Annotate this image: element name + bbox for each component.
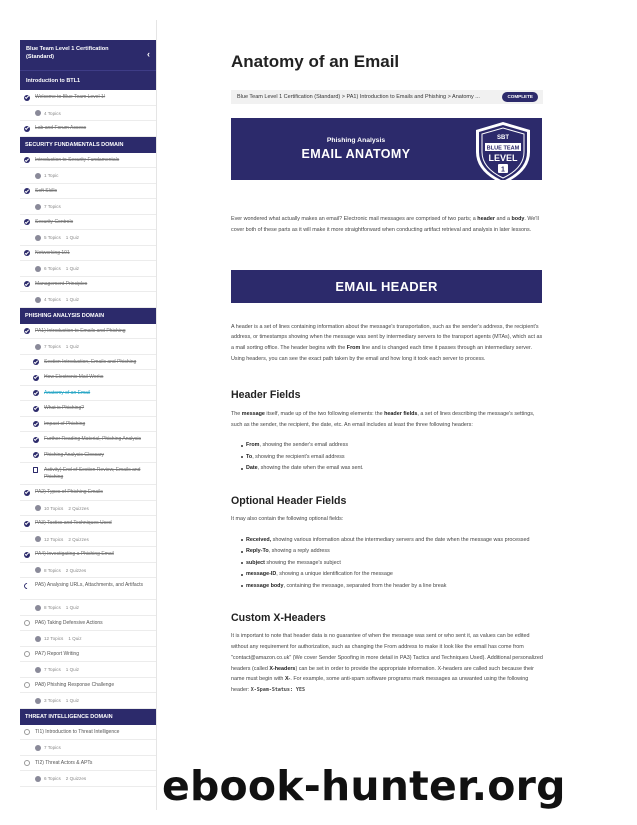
lesson-meta: 10 Topics 2 Quizzes	[20, 501, 156, 517]
incomplete-icon	[24, 620, 30, 626]
lesson-pa3[interactable]: PA3) Tactics and Techniques Used	[20, 516, 156, 532]
heading-header-fields: Header Fields	[231, 388, 301, 401]
check-icon	[33, 390, 39, 396]
sidebar-divider	[156, 20, 157, 810]
shield-num-text: 1	[501, 166, 505, 174]
check-icon	[24, 219, 30, 225]
in-progress-icon	[23, 581, 31, 589]
lesson-pa8[interactable]: PA8) Phishing Response Challenge	[20, 678, 156, 694]
topics-icon	[35, 776, 41, 782]
topic-impact-of-phishing[interactable]: Impact of Phishing	[20, 417, 156, 433]
topic-section-review[interactable]: Activity) End of Section Review, Emails and Phishing	[20, 463, 156, 485]
list-item: message body, containing the message, separated from the header by a line break	[246, 581, 543, 593]
lesson-networking[interactable]: Networking 101	[20, 246, 156, 262]
topics-icon	[35, 567, 41, 573]
check-icon	[24, 126, 30, 132]
shield-top-text: SBT	[497, 135, 509, 141]
lesson-management[interactable]: Management Principles	[20, 277, 156, 293]
topics-icon	[35, 636, 41, 642]
lesson-meta: 7 Topics 1 Quiz	[20, 662, 156, 678]
topic-glossary[interactable]: Phishing Analysis Glossary	[20, 448, 156, 464]
check-icon	[24, 521, 30, 527]
course-sidebar	[20, 40, 156, 810]
topics-icon	[35, 536, 41, 542]
check-icon	[33, 406, 39, 412]
heading-custom-x-headers: Custom X-Headers	[231, 612, 326, 625]
check-icon	[24, 250, 30, 256]
shield-mid-text: BLUE TEAM	[486, 145, 520, 152]
check-icon	[24, 490, 30, 496]
lesson-meta: 1 Topic	[20, 168, 156, 184]
topics-icon	[35, 605, 41, 611]
banner-subtitle: Phishing Analysis	[326, 137, 386, 144]
topics-icon	[35, 505, 41, 511]
lesson-pa7[interactable]: PA7) Report Writing	[20, 647, 156, 663]
incomplete-icon	[24, 729, 30, 735]
lesson-welcome[interactable]: Welcome to Blue Team Level 1!	[20, 90, 156, 106]
course-header[interactable]	[20, 40, 156, 70]
topics-icon	[35, 344, 41, 350]
heading-optional-fields: Optional Header Fields	[231, 494, 347, 507]
lesson-meta: 4 Topics	[20, 106, 156, 122]
course-title: Blue Team Level 1 Certification (Standard)	[26, 46, 109, 60]
domain-security-fundamentals[interactable]: SECURITY FUNDAMENTALS DOMAIN	[20, 137, 156, 153]
lesson-security-controls[interactable]: Security Controls	[20, 215, 156, 231]
topics-icon	[35, 667, 41, 673]
lesson-meta: 8 Topics 1 Quiz	[20, 600, 156, 616]
optional-fields-list	[231, 535, 543, 593]
list-item: Received, showing various information about the intermediary servers and the date when the message was processed	[246, 535, 543, 547]
lesson-meta: 12 Topics 1 Quiz	[20, 631, 156, 647]
lesson-meta: 5 Topics 1 Quiz	[20, 230, 156, 246]
check-icon	[33, 452, 39, 458]
topics-icon	[35, 235, 41, 241]
lesson-meta: 8 Topics 2 Quizzes	[20, 563, 156, 579]
topics-icon	[35, 110, 41, 116]
check-icon	[24, 328, 30, 334]
lesson-pa2[interactable]: PA2) Types of Phishing Emails	[20, 485, 156, 501]
btl1-shield-logo	[472, 120, 534, 180]
page-title: Anatomy of an Email	[231, 52, 400, 71]
email-header-banner: EMAIL HEADER	[231, 270, 542, 303]
lesson-pa1[interactable]: PA1) Introduction to Emails and Phishing	[20, 324, 156, 340]
lesson-pa6[interactable]: PA6) Taking Defensive Actions	[20, 616, 156, 632]
list-item: subject showing the message's subject	[246, 558, 543, 570]
email-anatomy-banner	[231, 118, 542, 180]
lesson-pa5[interactable]: PA5) Analysing URLs, Attachments, and Artifacts	[20, 578, 156, 600]
incomplete-icon	[24, 651, 30, 657]
list-item: From, showing the sender's email address	[246, 440, 543, 452]
topic-further-reading[interactable]: Further Reading Material, Phishing Analysis	[20, 432, 156, 448]
lesson-ti2[interactable]: TI2) Threat Actors & APTs	[20, 756, 156, 772]
lesson-lab-access[interactable]: Lab and Forum Access	[20, 121, 156, 137]
lesson-content	[231, 52, 543, 696]
document-icon	[33, 467, 38, 473]
watermark-text: ebook-hunter.org	[162, 762, 566, 810]
topics-icon	[35, 297, 41, 303]
topics-icon	[35, 698, 41, 704]
lesson-meta: 6 Topics 2 Quizzes	[20, 771, 156, 787]
domain-threat-intelligence[interactable]: THREAT INTELLIGENCE DOMAIN	[20, 709, 156, 725]
required-fields-list	[231, 440, 543, 475]
lesson-ti1[interactable]: TI1) Introduction to Threat Intelligence	[20, 725, 156, 741]
lesson-sec-intro[interactable]: Introduction to Security Fundamentals	[20, 153, 156, 169]
incomplete-icon	[24, 760, 30, 766]
breadcrumb	[231, 90, 543, 104]
check-icon	[24, 281, 30, 287]
incomplete-icon	[24, 682, 30, 688]
topic-what-is-phishing[interactable]: What is Phishing?	[20, 401, 156, 417]
lesson-meta: 3 Topics 1 Quiz	[20, 693, 156, 709]
breadcrumb-text[interactable]: Blue Team Level 1 Certification (Standard) > PA1) Introduction to Emails and Phishing > Anatomy ...	[237, 94, 480, 100]
list-item: message-ID, showing a unique identification for the message	[246, 569, 543, 581]
section-heading-intro[interactable]: Introduction to BTL1	[20, 70, 156, 90]
check-icon	[24, 95, 30, 101]
check-icon	[33, 359, 39, 365]
check-icon	[24, 552, 30, 558]
check-icon	[33, 437, 39, 443]
lesson-meta: 6 Topics 1 Quiz	[20, 261, 156, 277]
check-icon	[33, 375, 39, 381]
optional-paragraph: It may also contain the following optional fields:	[231, 515, 344, 522]
lesson-soft-skills[interactable]: Soft Skills	[20, 184, 156, 200]
status-badge: COMPLETE	[502, 92, 538, 102]
lesson-meta: 7 Topics 1 Quiz	[20, 339, 156, 355]
banner-title: EMAIL ANATOMY	[301, 147, 411, 161]
domain-phishing-analysis[interactable]: PHISHING ANALYSIS DOMAIN	[20, 308, 156, 324]
list-item: To, showing the recipient's email address	[246, 452, 543, 464]
topic-how-email-works[interactable]: How Electronic Mail Works	[20, 370, 156, 386]
header-paragraph: A header is a set of lines containing information about the message's transportation, such as the sender's address, the recipient's address, or timestamps showing when the message was sent by intermediary servers to the transport agents (MTAs), which act as a mail sorting office. The header begins with the From line and is changed each time it passes through an intermediary server. Using headers, you can see the exact path taken by the email and how long it took each server to process.	[231, 323, 543, 362]
chevron-left-icon[interactable]: ‹	[147, 49, 150, 59]
intro-paragraph: Ever wondered what actually makes an email? Electronic mail messages are comprised of two parts; a header and a body. We'll cover both of these parts as it will make it more straightforward when conducting artifact retrieval and analysis in later lessons.	[231, 216, 539, 233]
list-item: Date, showing the date when the email was sent.	[246, 463, 543, 475]
lesson-meta: 4 Topics 1 Quiz	[20, 292, 156, 308]
topic-anatomy-of-email[interactable]: Anatomy of an Email	[20, 386, 156, 402]
lesson-meta: 7 Topics	[20, 740, 156, 756]
check-icon	[24, 157, 30, 163]
lesson-meta: 12 Topics 2 Quizzes	[20, 532, 156, 548]
topics-icon	[35, 173, 41, 179]
check-icon	[33, 421, 39, 427]
list-item: Reply-To, showing a reply address	[246, 546, 543, 558]
lesson-meta: 7 Topics	[20, 199, 156, 215]
custom-paragraph: It is important to note that header data is no guarantee of when the message was sent or who sent it, as values can be edited without any requirement for authorization, such as changing the From address to make it look like the email has come from "contact@amazon.co.uk" (We cover Sender Spoofing in more detail in PA3) Tactics and Techniques Used). Additional personalized headers (called X-headers) can be set in order to provide the appropriate information. X-headers are called such because their name must begin with X-. For example, some anti-spam software programs mark messages as unwanted using the following header: X-Spam-Status: YES	[231, 633, 543, 694]
topics-icon	[35, 266, 41, 272]
topics-icon	[35, 745, 41, 751]
lesson-pa4[interactable]: PA4) Investigating a Phishing Email	[20, 547, 156, 563]
fields-paragraph: The message itself, made up of the two following elements: the header fields, a set of lines describing the message's settings, such as the sender, the recipient, the date, etc. An email includes at least the three following headers:	[231, 410, 535, 428]
check-icon	[24, 188, 30, 194]
topic-section-intro[interactable]: Section Introduction, Emails and Phishing	[20, 355, 156, 371]
shield-level-text: LEVEL	[488, 153, 518, 163]
topics-icon	[35, 204, 41, 210]
